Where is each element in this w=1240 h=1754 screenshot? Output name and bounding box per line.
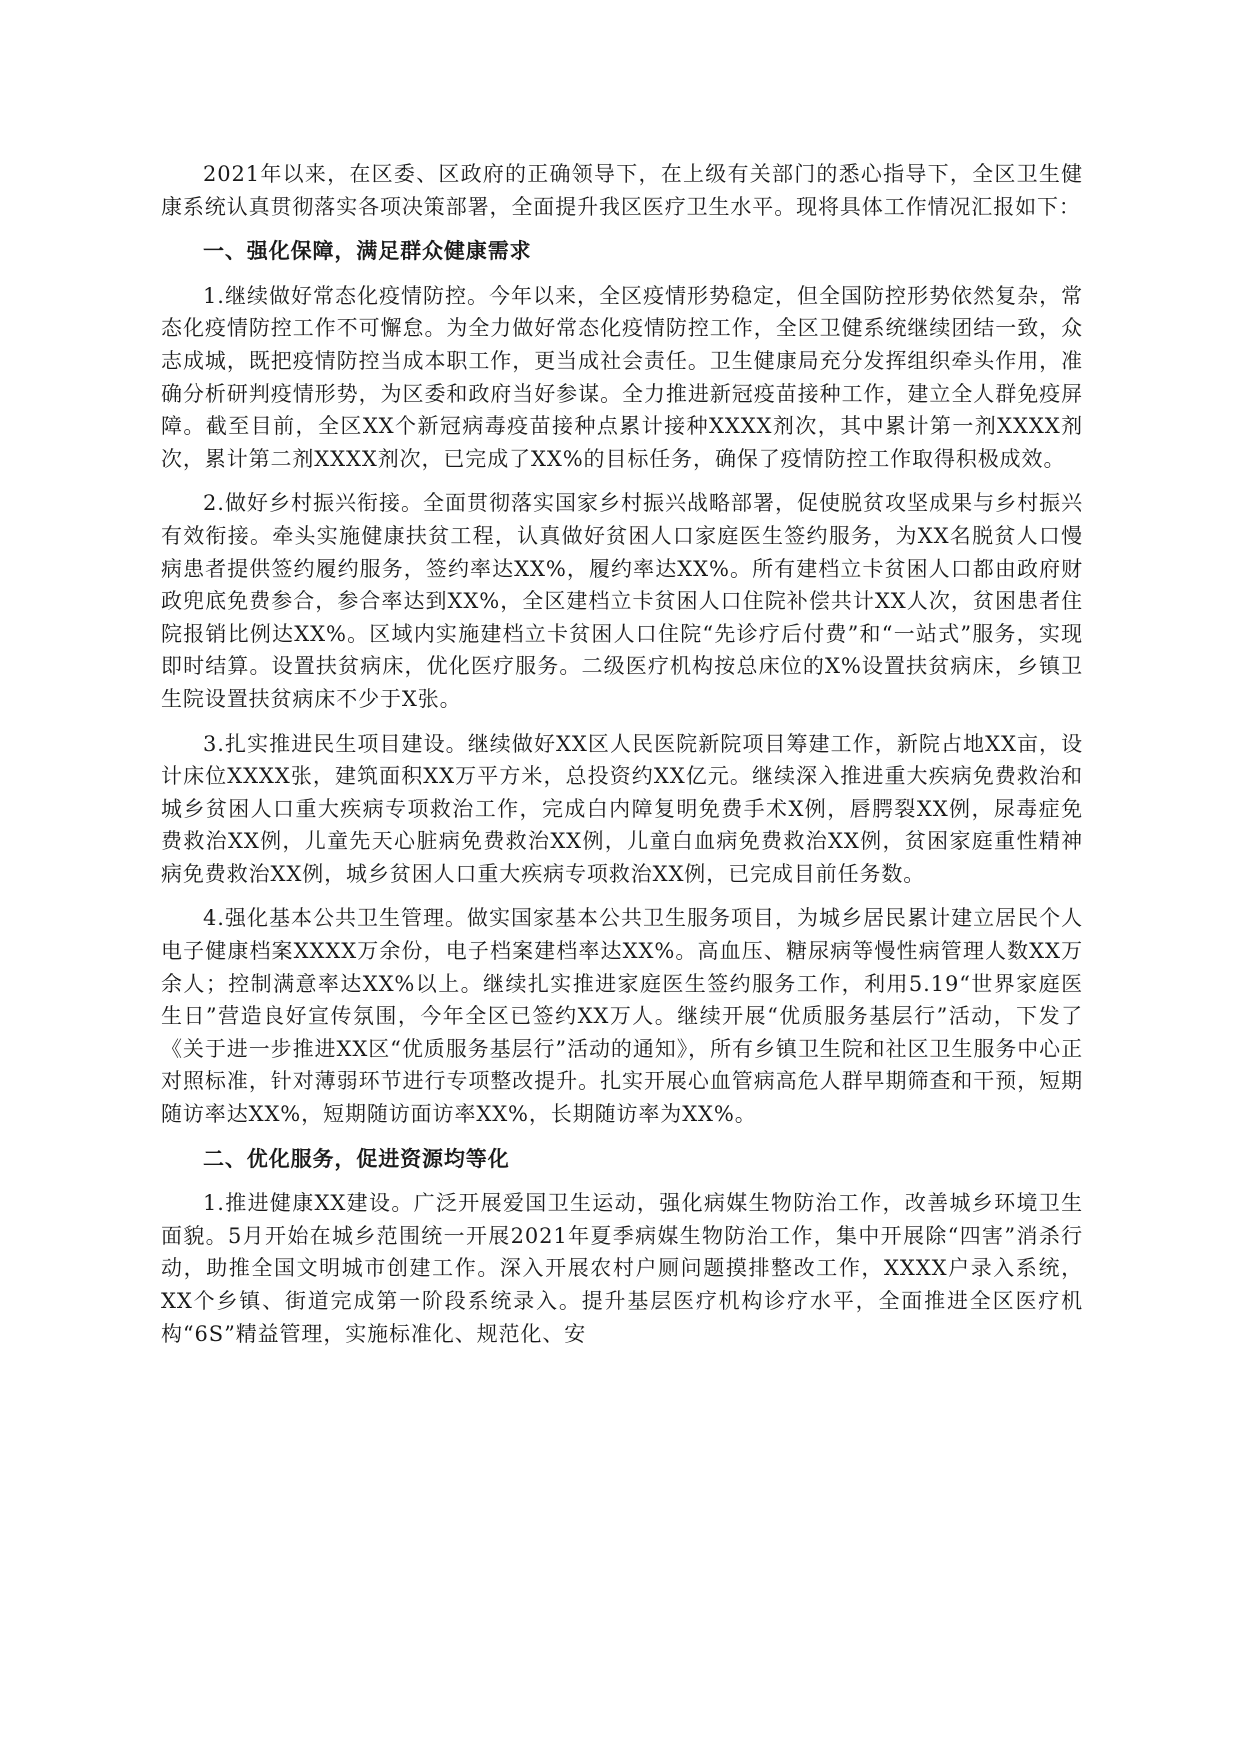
document-page	[161, 158, 1083, 1362]
section-1-paragraph-1: 1.继续做好常态化疫情防控。今年以来，全区疫情形势稳定，但全国防控形势依然复杂，常态化疫情防控工作不可懈怠。为全力做好常态化疫情防控工作，全区卫健系统继续团结一致，众志成城，既把疫情防控当成本职工作，更当成社会责任。卫生健康局充分发挥组织牵头作用，准确分析研判疫情形势，为区委和政府当好参谋。全力推进新冠疫苗接种工作，建立全人群免疫屏障。截至目前，全区XX个新冠病毒疫苗接种点累计接种XXXX剂次，其中累计第一剂XXXX剂次，累计第二剂XXXX剂次，已完成了XX%的目标任务，确保了疫情防控工作取得积极成效。	[161, 283, 1083, 471]
section-1-paragraph-3: 3.扎实推进民生项目建设。继续做好XX区人民医院新院项目筹建工作，新院占地XX亩，设计床位XXXX张，建筑面积XX万平方米，总投资约XX亿元。继续深入推进重大疾病免费救治和城乡贫困人口重大疾病专项救治工作，完成白内障复明免费手术X例，唇腭裂XX例，尿毒症免费救治XX例，儿童先天心脏病免费救治XX例，儿童白血病免费救治XX例，贫困家庭重性精神病免费救治XX例，城乡贫困人口重大疾病专项救治XX例，已完成目前任务数。	[161, 731, 1083, 886]
section-1-heading: 一、强化保障，满足群众健康需求	[203, 239, 532, 264]
intro-paragraph: 2021年以来，在区委、区政府的正确领导下，在上级有关部门的悉心指导下，全区卫生健康系统认真贯彻落实各项决策部署，全面提升我区医疗卫生水平。现将具体工作情况汇报如下：	[161, 162, 1083, 219]
section-1-paragraph-4: 4.强化基本公共卫生管理。做实国家基本公共卫生服务项目，为城乡居民累计建立居民个人电子健康档案XXXX万余份，电子档案建档率达XX%。高血压、糖尿病等慢性病管理人数XX万余人；控制满意率达XX%以上。继续扎实推进家庭医生签约服务工作，利用5.19“世界家庭医生日”营造良好宣传氛围，今年全区已签约XX万人。继续开展“优质服务基层行”活动，下发了《关于进一步推进XX区“优质服务基层行”活动的通知》，所有乡镇卫生院和社区卫生服务中心正对照标准，针对薄弱环节进行专项整改提升。扎实开展心血管病高危人群早期筛查和干预，短期随访率达XX%，短期随访面访率XX%，长期随访率为XX%。	[161, 906, 1083, 1127]
section-2-paragraph-1: 1.推进健康XX建设。广泛开展爱国卫生运动，强化病媒生物防治工作，改善城乡环境卫生面貌。5月开始在城乡范围统一开展2021年夏季病媒生物防治工作，集中开展除“四害”消杀行动，助推全国文明城市创建工作。深入开展农村户厕问题摸排整改工作，XXXX户录入系统，XX个乡镇、街道完成第一阶段系统录入。提升基层医疗机构诊疗水平，全面推进全区医疗机构“6S”精益管理，实施标准化、规范化、安	[161, 1191, 1083, 1346]
section-1-paragraph-2: 2.做好乡村振兴衔接。全面贯彻落实国家乡村振兴战略部署，促使脱贫攻坚成果与乡村振兴有效衔接。牵头实施健康扶贫工程，认真做好贫困人口家庭医生签约服务，为XX名脱贫人口慢病患者提供签约履约服务，签约率达XX%，履约率达XX%。所有建档立卡贫困人口都由政府财政兜底免费参合，参合率达到XX%，全区建档立卡贫困人口住院补偿共计XX人次，贫困患者住院报销比例达XX%。区域内实施建档立卡贫困人口住院“先诊疗后付费”和“一站式”服务，实现即时结算。设置扶贫病床，优化医疗服务。二级医疗机构按总床位的X%设置扶贫病床，乡镇卫生院设置扶贫病床不少于X张。	[161, 491, 1083, 711]
section-2-heading: 二、优化服务，促进资源均等化	[203, 1146, 510, 1171]
